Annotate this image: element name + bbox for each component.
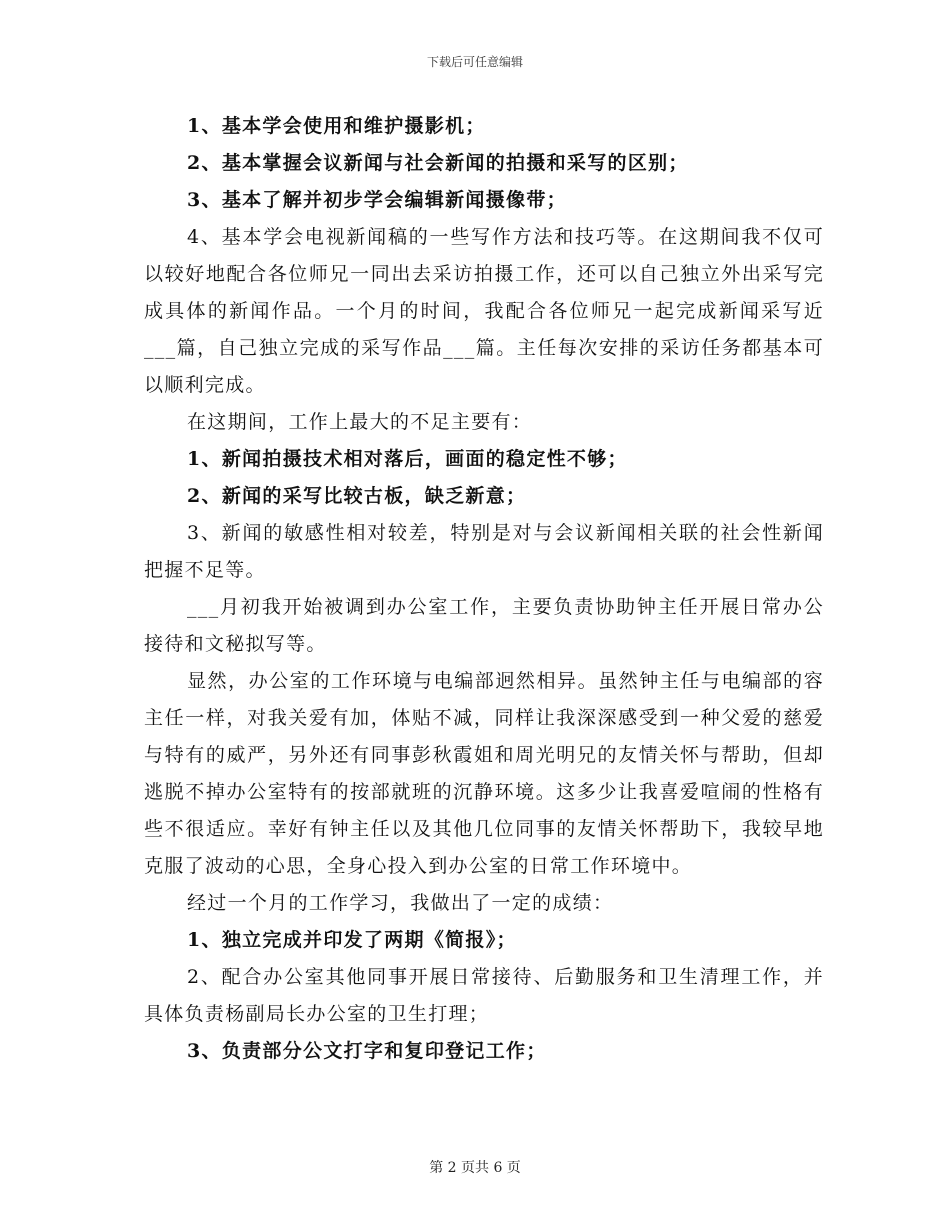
paragraph-2: 2、基本掌握会议新闻与社会新闻的拍摄和采写的区别；	[187, 152, 689, 174]
paragraph-14: 3、负责部分公文打字和复印登记工作；	[187, 1040, 547, 1062]
paragraph-7: 2、新闻的采写比较古板，缺乏新意；	[187, 485, 527, 507]
paragraph-8: 3、新闻的敏感性相对较差，特别是对与会议新闻相关联的社会性新闻把握不足等。	[144, 522, 824, 581]
paragraph-1: 1、基本学会使用和维护摄影机；	[187, 115, 486, 137]
paragraph-10: 显然，办公室的工作环境与电编部迥然相异。虽然钟主任与电编部的容主任一样，对我关爱有加，体贴不减，同样让我深深感受到一种父爱的慈爱与特有的威严，另外还有同事彭秋霞姐和周光明兄的友情关怀与帮助，但却逃脱不掉办公室特有的按部就班的沉静环境。这多少让我喜爱喧闹的性格有些不很适应。幸好有钟主任以及其他几位同事的友情关怀帮助下，我较早地克服了波动的心思，全身心投入到办公室的日常工作环境中。	[144, 670, 824, 877]
paragraph-13: 2、配合办公室其他同事开展日常接待、后勤服务和卫生清理工作，并具体负责杨副局长办公室的卫生打理；	[144, 966, 824, 1025]
page-footer: 第 2 页共 6 页	[429, 1160, 521, 1176]
document-body	[144, 108, 824, 1070]
paragraph-4: 4、基本学会电视新闻稿的一些写作方法和技巧等。在这期间我不仅可以较好地配合各位师兄一同出去采访拍摄工作，还可以自己独立外出采写完成具体的新闻作品。一个月的时间，我配合各位师兄一起完成新闻采写近___篇，自己独立完成的采写作品___篇。主任每次安排的采访任务都基本可以顺利完成。	[144, 226, 824, 396]
paragraph-12: 1、独立完成并印发了两期《简报》；	[187, 929, 517, 951]
paragraph-11: 经过一个月的工作学习，我做出了一定的成绩：	[187, 892, 614, 914]
page-header: 下载后可任意编辑	[426, 55, 523, 69]
paragraph-3: 3、基本了解并初步学会编辑新闻摄像带；	[187, 189, 567, 211]
paragraph-9: ___月初我开始被调到办公室工作，主要负责协助钟主任开展日常办公接待和文秘拟写等。	[144, 596, 824, 655]
paragraph-6: 1、新闻拍摄技术相对落后，画面的稳定性不够；	[187, 448, 628, 470]
paragraph-5: 在这期间，工作上最大的不足主要有：	[187, 411, 533, 433]
